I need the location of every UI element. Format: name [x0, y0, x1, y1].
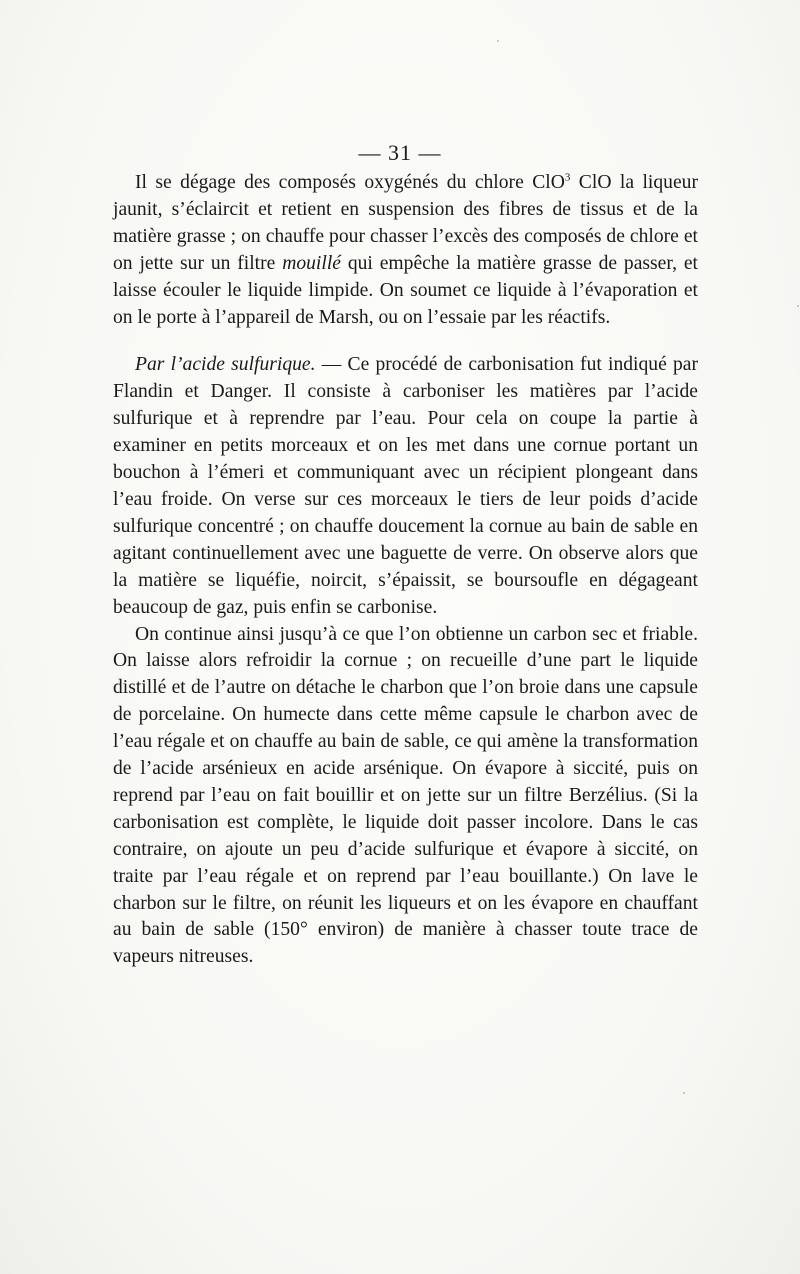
italic-text: Par l’acide sulfurique.	[135, 354, 316, 376]
text-run: ClO la liqueur jaunit, s’éclaircit et retient en suspension des fibres de tissus et de la matière grasse ; on chauffe pour chasser l’excès des composés de chlore et on jette sur un filtre	[113, 172, 698, 274]
paper-speck	[797, 305, 799, 307]
paper-speck	[497, 40, 499, 42]
superscript: 3	[564, 171, 571, 184]
paragraph	[113, 170, 698, 331]
paper-speck	[683, 1092, 685, 1094]
page-number-header: — 31 —	[358, 140, 442, 165]
text-run: — Ce procédé de carbonisation fut indiqué par Flandin et Danger. Il consiste à carboniser les matières par l’acide sulfurique et à reprendre par l’eau. Pour cela on coupe la partie à examiner en petits morceaux et on les met dans une cornue portant un bouchon à l’émeri et communiquant avec un récipient plongeant dans l’eau froide. On verse sur ces morceaux le tiers de leur poids d’acide sulfurique concentré ; on chauffe doucement la cornue au bain de sable en agitant continuellement avec une baguette de verre. On observe alors que la matière se liquéfie, noircit, s’épaissit, se boursoufle en dégageant beaucoup de gaz, puis enfin se carbonise.	[113, 354, 698, 618]
text-run: On continue ainsi jusqu’à ce que l’on obtienne un carbon sec et friable. On laisse alors refroidir la cornue ; on recueille d’une part le liquide distillé et de l’autre on détache le charbon que l’on broie dans une capsule de porcelaine. On humecte dans cette même capsule le charbon avec de l’eau régale et on chauffe au bain de sable, ce qui amène la transformation de l’acide arsénieux en acide arsénique. On évapore à siccité, puis on reprend par l’eau on fait bouillir et on jette sur un filtre Berzélius. (Si la carbonisation est complète, le liquide doit passer incolore. Dans le cas contraire, on ajoute un peu d’acide sulfurique et évapore à siccité, on traite par l’eau régale et on reprend par l’eau bouillante.) On lave le charbon sur le filtre, on réunit les liqueurs et on les évapore en chauffant au bain de sable (150° environ) de manière à chasser toute trace de vapeurs nitreuses.	[113, 623, 698, 968]
text-run: qui empêche la matière grasse de passer, et laisse écouler le liquide limpide. On soumet ce liquide à l’évaporation et on le porte à l’appareil de Marsh, ou on l’essaie par les réactifs.	[113, 252, 698, 328]
italic-text: mouillé	[282, 252, 341, 274]
text-run: Il se dégage des composés oxygénés du chlore ClO	[135, 172, 565, 193]
paragraph	[113, 352, 698, 621]
body-text	[113, 170, 698, 971]
paragraph	[113, 622, 698, 972]
